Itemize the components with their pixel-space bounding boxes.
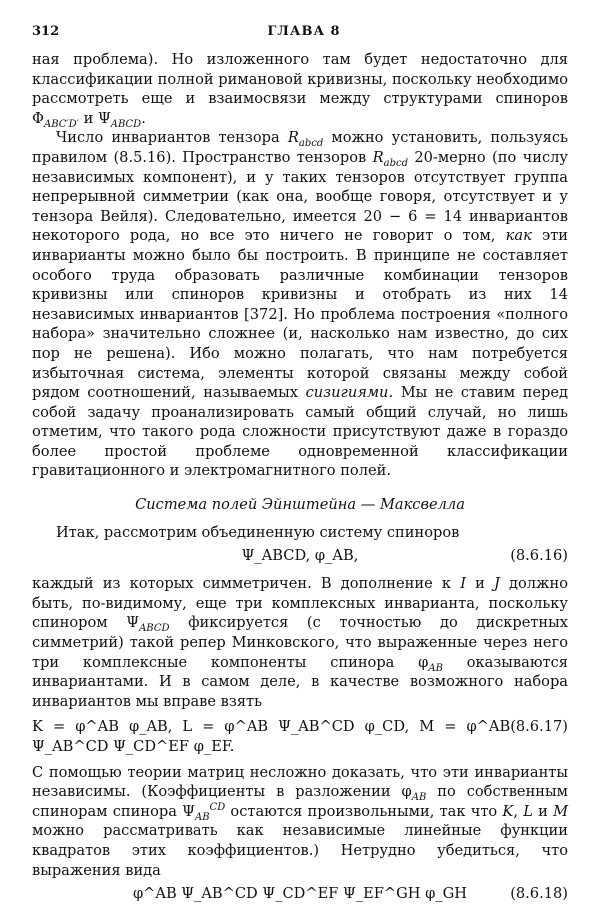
paragraph-3: Итак, рассмотрим объединенную систему спиноров [56, 523, 460, 541]
section-title: Система полей Эйнштейна — Максвелла [135, 496, 465, 514]
equation-8-6-18-formula: φ^AB Ψ_AB^CD Ψ_CD^EF Ψ_EF^GH φ_GH [132, 885, 468, 903]
paragraph-5: С помощью теории матриц несложно доказать, что эти инварианты независимы. (Коэффициенты в разложении $\varphi_{AB}$ по собственным спинорам спинора $\Psi_{AB}^{CD}$ остаются произвольными, так что K, L и M можно рассматривать как независимые линейные функции квадратов этих коэффициентов.) Нетрудно убедиться, что выражения вида [32, 763, 569, 879]
page-body [32, 50, 568, 912]
equation-8-6-17-number: (8.6.17) [510, 718, 568, 736]
page-number: 312 [32, 24, 60, 39]
equation-8-6-17 [32, 717, 568, 756]
equation-8-6-18-number: (8.6.18) [510, 885, 568, 903]
paragraph-4: каждый из которых симметричен. В дополнение к I и J должно быть, по-видимому, еще три комплексных инварианта, поскольку спинором $\Psi_{ABCD}$ фиксируется (с точностью до дискретных симметрий) такой репер Минковского, что выраженные через него три комплексные компоненты спинора $\varphi_{AB}$ оказываются инвариантами. И в самом деле, в качестве возможного набора инвариантов мы вправе взять [32, 575, 568, 710]
equation-8-6-18 [32, 884, 568, 908]
paragraph-1: ная проблема). Но изложенного там будет недостаточно для классификации полной римановой кривизны, поскольку необходимо рассмотреть еще и взаимосвязи между структурами спиноров $\Phi_{ABC'D'}$ и $\Psi_{ABCD}$. [32, 51, 568, 130]
equation-8-6-17-formula: K = φ^AB φ_AB, L = φ^AB Ψ_AB^CD φ_CD, M = φ^AB Ψ_AB^CD Ψ_CD^EF φ_EF. [32, 718, 511, 755]
running-header [32, 24, 576, 42]
equation-8-6-16-formula: Ψ_ABCD, φ_AB, [241, 547, 359, 565]
paragraph-2: Число инвариантов тензора $R_{abcd}$ можно установить, пользуясь правилом (8.5.16). Пространство тензоров $R_{abcd}$ 20-мерно (по числу независимых компонент), и у таких тензоров отсутствует группа непрерывной симметрии (как она, вообще говоря, отсутствует и у тензора Вейля). Следовательно, имеется 20 − 6 = 14 инвариантов некоторого рода, но все это ничего не говорит о том, как эти инварианты можно было бы построить. В принципе не составляет особого труда образовать различные комбинации тензоров кривизны или спиноров кривизны и отобрать из них 14 независимых инвариантов [372]. Но проблема построения «полного набора» значительно сложнее (и, насколько нам известно, до сих пор не решена). Ибо можно полагать, что нам потребуется избыточная система, элементы которой связаны между собой рядом соотношений, называемых сизигиями. Мы не ставим перед собой задачу проанализировать самый общий случай, но лишь отметим, что такого рода сложности присутствуют даже в гораздо более простой проблеме одновременной классификации гравитационного и электромагнитного полей. [32, 129, 569, 480]
equation-8-6-16-number: (8.6.16) [510, 547, 568, 565]
equation-8-6-16 [32, 546, 568, 570]
chapter-title: ГЛАВА 8 [267, 24, 341, 39]
